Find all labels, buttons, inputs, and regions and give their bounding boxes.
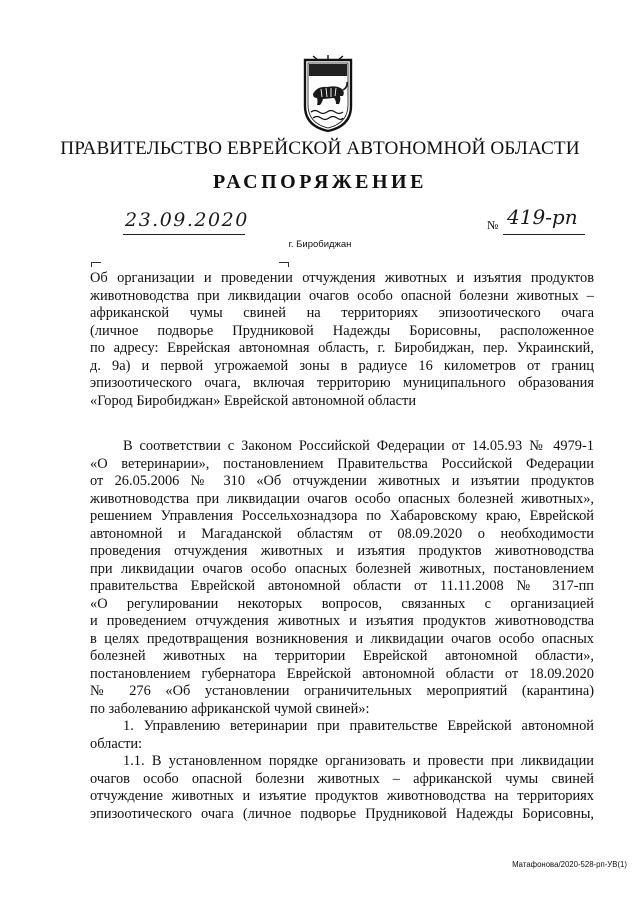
title-line: (личное подворье Прудниковой Надежды Борисовны, расположенное bbox=[90, 322, 594, 339]
title-line: д. 9а) и первой угрожаемой зоны в радиусе 16 километров от границ bbox=[90, 357, 594, 374]
body-line: «О регулировании некоторых вопросов, связанных с организацией bbox=[90, 595, 594, 612]
date-underline bbox=[123, 234, 245, 235]
city-name: г. Биробиджан bbox=[288, 239, 352, 250]
body-line: очагов особо опасной болезни животных – африканской чумы свиней bbox=[90, 770, 594, 787]
document-number: 419-рп bbox=[507, 205, 578, 229]
body-line: решением Управления Россельхознадзора по Хабаровскому краю, Еврейской bbox=[90, 508, 594, 524]
footer-code: Матафонова/2020-528-рп-УВ(1) bbox=[512, 860, 627, 869]
title-line: Об организации и проведении отчуждения животных и изъятия продуктов bbox=[90, 270, 594, 286]
body-line: проведения отчуждения животных и изъятия продуктов животноводства bbox=[90, 543, 594, 559]
body-line: в целях предотвращения возникновения и ликвидации очагов особо опасных bbox=[90, 630, 594, 647]
title-line: по адресу: Еврейская автономная область, г. Биробиджан, пер. Украинский, bbox=[90, 340, 594, 356]
body-line: 1.1. В установленном порядке организовать и провести при ликвидации bbox=[123, 753, 594, 769]
body-line: В соответствии с Законом Российской Федерации от 14.05.93 № 4979-1 bbox=[123, 438, 594, 454]
document-type: РАСПОРЯЖЕНИЕ bbox=[213, 171, 427, 193]
body-line: правительства Еврейской автономной области от 11.11.2008 № 317-пп bbox=[90, 578, 594, 594]
body-line: эпизоотического очага (личное подворье Прудниковой Надежды Борисовны, bbox=[90, 805, 594, 822]
title-line: «Город Биробиджан» Еврейской автономной области bbox=[90, 392, 417, 409]
number-sign: № bbox=[487, 218, 499, 232]
coat-of-arms-icon bbox=[299, 54, 357, 133]
title-corner-mark-left bbox=[91, 262, 101, 267]
body-line: «О ветеринарии», постановлением Правительства Российской Федерации bbox=[90, 455, 594, 472]
body-line: 1. Управлению ветеринарии при правительстве Еврейской автономной bbox=[123, 718, 594, 734]
document-date: 23.09.2020 bbox=[125, 209, 249, 231]
number-underline bbox=[503, 234, 585, 235]
body-line: № 276 «Об установлении ограничительных мероприятий (карантина) bbox=[90, 683, 594, 699]
body-line: от 26.05.2006 № 310 «Об отчуждении животных и изъятии продуктов bbox=[90, 473, 594, 489]
title-line: африканской чумы свиней на территориях эпизоотического очага bbox=[90, 305, 594, 321]
body-line: животноводства при ликвидации очагов особо опасных болезней животных», bbox=[90, 490, 594, 507]
body-line: по заболеванию африканской чумой свиней»: bbox=[90, 700, 370, 717]
body-line: автономной и Магаданской областям от 08.09.2020 о необходимости bbox=[90, 525, 594, 542]
body-line: и проведением отчуждения животных и изъятия продуктов животноводства bbox=[90, 613, 594, 629]
body-line: постановлением губернатора Еврейской автономной области от 18.09.2020 bbox=[90, 665, 594, 682]
body-line: отчуждение животных и изъятие продуктов животноводства на территориях bbox=[90, 788, 594, 804]
body-line: болезней животных на территории Еврейской автономной области», bbox=[90, 648, 594, 664]
title-line: эпизоотического очага, включая территорию муниципального образования bbox=[90, 375, 594, 391]
title-corner-mark-right bbox=[279, 262, 289, 267]
title-line: животноводства при ликвидации очагов особо опасной болезни животных – bbox=[90, 287, 594, 304]
body-line: при ликвидации очагов особо опасных болезней животных, постановлением bbox=[90, 560, 594, 577]
body-line: области: bbox=[90, 735, 143, 752]
government-title: ПРАВИТЕЛЬСТВО ЕВРЕЙСКОЙ АВТОНОМНОЙ ОБЛАСТИ bbox=[60, 138, 580, 159]
